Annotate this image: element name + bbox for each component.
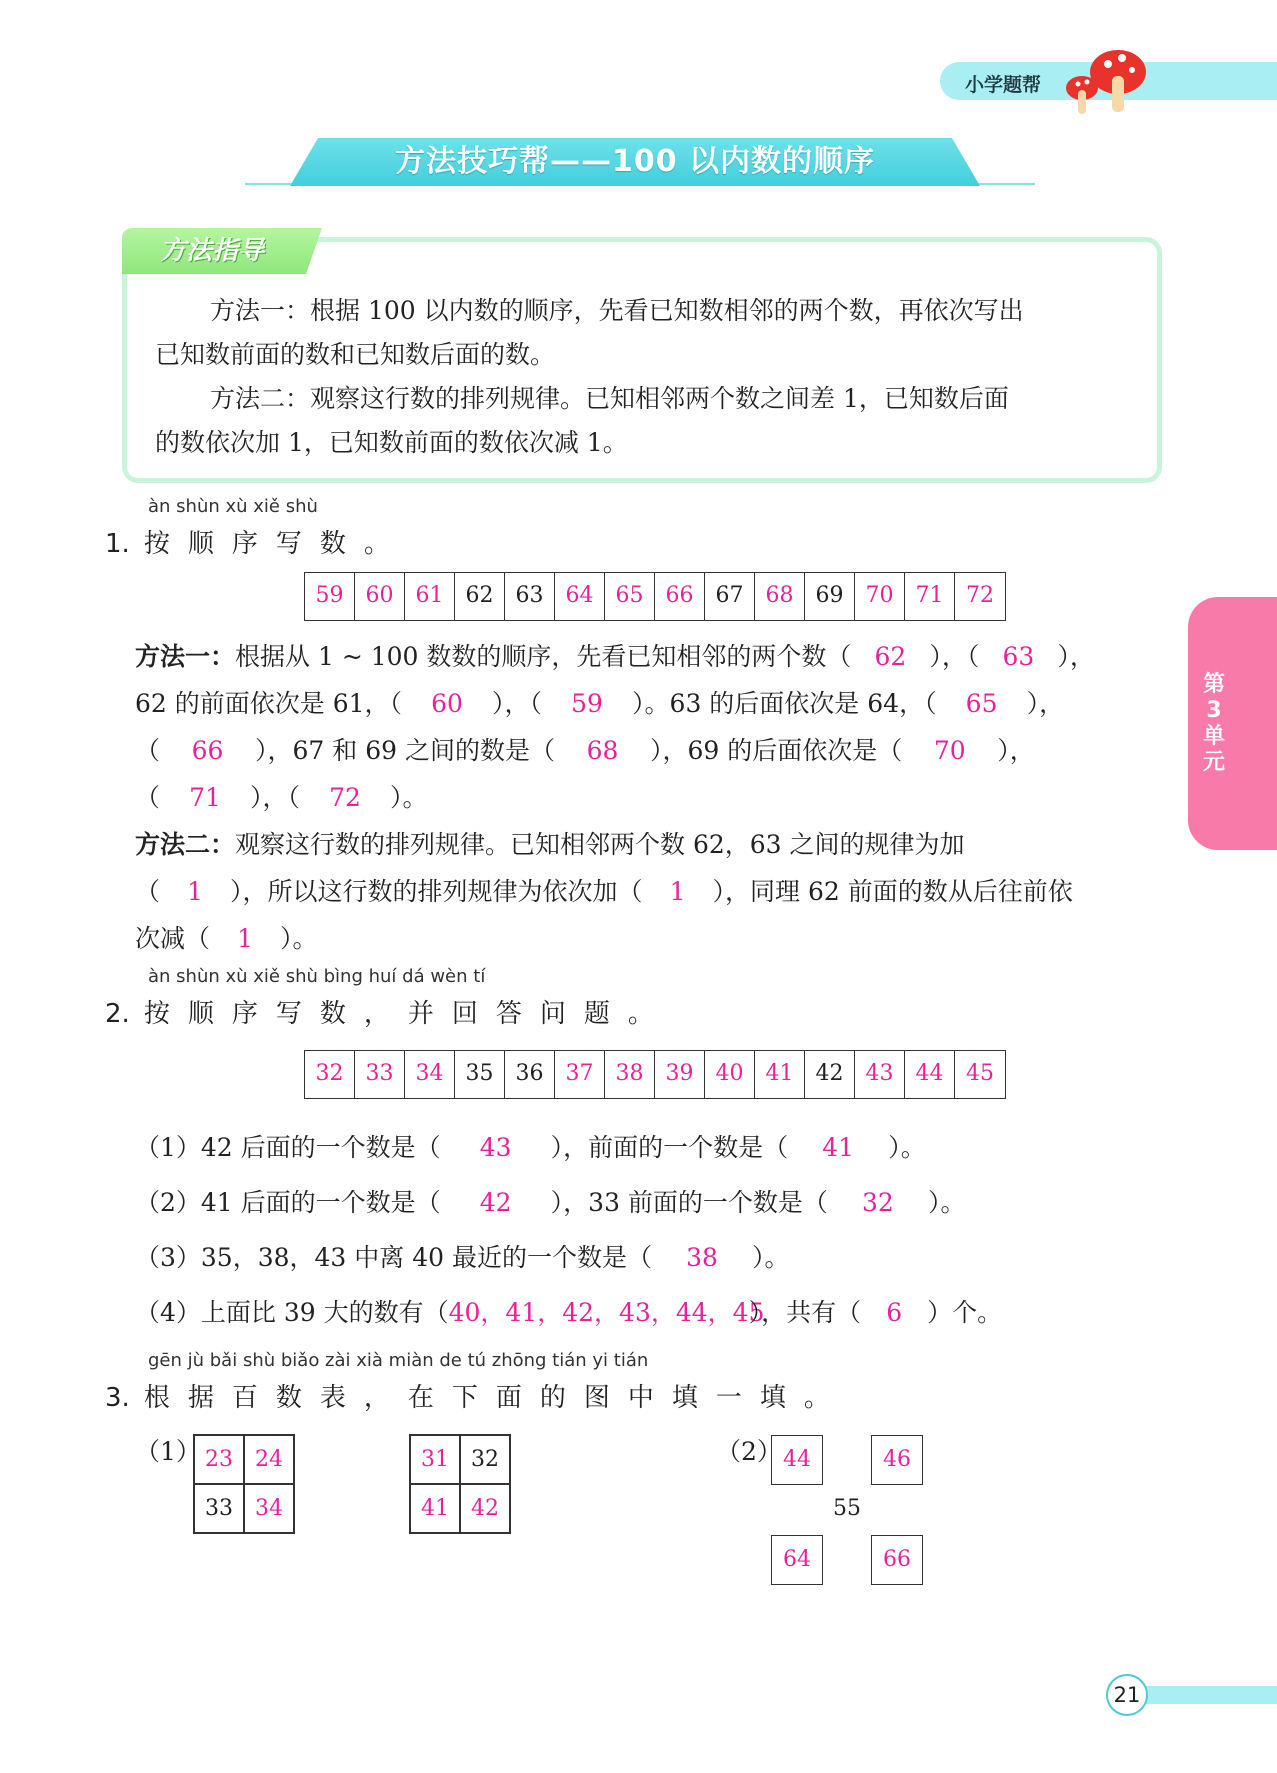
q2-number-cell: 41 (755, 1051, 805, 1098)
q1-text: ），（ (250, 783, 301, 812)
q2-text: ）。 (752, 1243, 790, 1272)
q1-answer: 68 (586, 736, 619, 765)
q2-text: ），共有（ (748, 1298, 862, 1327)
q1-number-cell: 71 (905, 573, 955, 620)
q1-method2-line3 (135, 919, 1170, 955)
q2-pinyin: àn shùn xù xiě shù bìng huí dá wèn tí (148, 966, 486, 987)
q1-answer: 62 (874, 642, 907, 671)
q1-text: ）。63 的后面依次是 64，（ (632, 689, 937, 718)
grid-cell: 34 (244, 1484, 294, 1533)
q1-method1-line3 (135, 731, 1170, 767)
q2-number: 2. (105, 999, 130, 1029)
q1-text: ）， (1057, 642, 1095, 671)
q1-answer: 59 (571, 689, 603, 718)
q2-text: ）。 (888, 1133, 926, 1162)
q3-title (105, 1377, 848, 1414)
unit-side-tab-text (1196, 672, 1232, 776)
q2-number-cell: 38 (605, 1051, 655, 1098)
q1-text: ）。 (280, 924, 318, 953)
mushroom-icon (1060, 40, 1150, 120)
q2-answer: 43 (479, 1133, 512, 1162)
q1-title (105, 523, 408, 560)
grid-cell: 41 (410, 1484, 460, 1533)
q1-method1-line2 (135, 684, 1170, 720)
q2-number-cell: 43 (855, 1051, 905, 1098)
q2-number-cell: 32 (305, 1051, 355, 1098)
cross-cell-bottom-left: 64 (771, 1535, 823, 1585)
q3-title-text: 根据百数表，在下面的图中填一填。 (143, 1383, 848, 1413)
q1-text: ），67 和 69 之间的数是（ (255, 736, 555, 765)
q1-text: 根据从 1 ~ 100 数数的顺序，先看已知相邻的两个数（ (235, 642, 852, 671)
q2-number-cell: 42 (805, 1051, 855, 1098)
q1-answer: 66 (191, 736, 224, 765)
q1-number-cell: 63 (505, 573, 555, 620)
cross-cell-bottom-right: 66 (871, 1535, 923, 1585)
q1-answer: 71 (189, 783, 221, 812)
q3-number: 3. (105, 1383, 130, 1413)
page-title: 方法技巧帮——100 以内数的顺序 (394, 144, 876, 179)
q1-number-cell: 70 (855, 573, 905, 620)
guide-method2-line1: 方法二：观察这行数的排列规律。已知相邻两个数之间差 1，已知数后面 (210, 384, 1009, 413)
q1-number: 1. (105, 529, 130, 559)
q3-part2-label: （2） (716, 1437, 782, 1466)
q1-text: ），同理 62 前面的数从后往前依 (712, 877, 1073, 906)
q2-answer: 32 (862, 1188, 894, 1217)
q1-number-cell: 62 (455, 573, 505, 620)
q3-part1-label: （1） (135, 1437, 201, 1466)
q1-method1-line4 (135, 778, 1170, 814)
q1-answer: 1 (237, 924, 253, 953)
q1-answer: 72 (329, 783, 361, 812)
guide-method1-line2: 已知数前面的数和已知数后面的数。 (155, 340, 556, 369)
q1-method2-line2 (135, 872, 1170, 908)
cross-cell-top-left: 44 (771, 1435, 823, 1485)
unit-char-4: 元 (1202, 750, 1225, 775)
q1-method1-label: 方法一： (135, 642, 236, 671)
q3-grid-2 (409, 1434, 511, 1534)
q3-pinyin: gēn jù bǎi shù biǎo zài xià miàn de tú zhōng tián yi tián (148, 1350, 649, 1371)
q1-number-cell: 59 (305, 573, 355, 620)
q1-pinyin: àn shùn xù xiě shù (148, 496, 318, 517)
q2-number-row (304, 1050, 1006, 1099)
q2-answer: 42 (479, 1188, 512, 1217)
q1-text: ），69 的后面依次是（ (649, 736, 903, 765)
q2-answer: 38 (686, 1243, 718, 1272)
q1-answer: 60 (431, 689, 463, 718)
q3-grid-1 (193, 1434, 295, 1534)
q2-text: （4）上面比 39 大的数有（ (135, 1298, 449, 1327)
q1-number-cell: 65 (605, 573, 655, 620)
q1-method2-line1 (135, 825, 1170, 861)
q2-number-cell: 44 (905, 1051, 955, 1098)
unit-char-1: 第 (1202, 672, 1225, 697)
q1-text: 62 的前面依次是 61，（ (135, 689, 403, 718)
q2-text: （2）41 后面的一个数是（ (135, 1188, 441, 1217)
q2-number-cell: 39 (655, 1051, 705, 1098)
method-guide-tag-text: 方法指导 (160, 236, 265, 266)
q1-text: ），（ (929, 642, 980, 671)
q1-text: ）， (997, 736, 1035, 765)
q2-text: （3）35，38，43 中离 40 最近的一个数是（ (135, 1243, 652, 1272)
q2-number-cell: 37 (555, 1051, 605, 1098)
q1-method1-line1 (135, 637, 1170, 673)
q1-text: （ (135, 783, 161, 812)
q1-answer: 65 (965, 689, 998, 718)
q1-number-cell: 66 (655, 573, 705, 620)
q1-number-cell: 61 (405, 573, 455, 620)
q1-text: ）。 (390, 783, 428, 812)
q2-sub3 (135, 1238, 1170, 1274)
q1-text: ）， (1026, 689, 1065, 718)
q1-number-cell: 68 (755, 573, 805, 620)
brand-label: 小学题帮 (965, 74, 1042, 96)
q2-text: （1）42 后面的一个数是（ (135, 1133, 441, 1162)
q2-title-text: 按顺序写数，并回答问题。 (143, 999, 672, 1029)
q2-answer: 40，41，42，43，44，45 (448, 1298, 765, 1327)
q1-answer: 63 (1002, 642, 1035, 671)
q1-number-row (304, 572, 1006, 621)
q1-number-cell: 64 (555, 573, 605, 620)
q1-text: ），（ (492, 689, 543, 718)
page-number-bar (1130, 1686, 1277, 1704)
grid-cell: 31 (410, 1435, 460, 1484)
q2-text: ）个。 (927, 1298, 1003, 1327)
q2-text: ）。 (927, 1188, 966, 1217)
q1-title-text: 按顺序写数。 (143, 529, 408, 559)
q1-text: ），所以这行数的排列规律为依次加（ (230, 877, 643, 906)
q1-text: （ (135, 736, 161, 765)
grid-cell: 24 (244, 1435, 294, 1484)
grid-cell: 33 (194, 1484, 244, 1533)
cross-cell-top-right: 46 (871, 1435, 923, 1485)
q1-number-cell: 60 (355, 573, 405, 620)
q1-answer: 70 (933, 736, 966, 765)
q1-text: 次减（ (135, 924, 211, 953)
q1-answer: 1 (187, 877, 203, 906)
q1-text: 观察这行数的排列规律。已知相邻两个数 62，63 之间的规律为加 (235, 830, 965, 859)
q2-number-cell: 33 (355, 1051, 405, 1098)
q2-number-cell: 35 (455, 1051, 505, 1098)
q2-title (105, 993, 672, 1030)
grid-cell: 42 (460, 1484, 510, 1533)
q2-number-cell: 36 (505, 1051, 555, 1098)
q2-text: ），前面的一个数是（ (550, 1133, 789, 1162)
q2-text: ），33 前面的一个数是（ (550, 1188, 828, 1217)
q1-answer: 1 (669, 877, 686, 906)
q2-number-cell: 40 (705, 1051, 755, 1098)
guide-method1-line1: 方法一：根据 100 以内数的顺序，先看已知数相邻的两个数，再依次写出 (210, 296, 1024, 325)
q1-number-cell: 67 (705, 573, 755, 620)
q2-number-cell: 45 (966, 1061, 994, 1086)
page-number: 21 (1106, 1674, 1148, 1716)
grid-cell: 32 (460, 1435, 510, 1484)
unit-char-2: 3 (1206, 698, 1222, 723)
q2-answer: 6 (886, 1298, 903, 1327)
q2-number-cell: 34 (405, 1051, 455, 1098)
cross-cell-center: 55 (833, 1496, 861, 1521)
q1-method2-label: 方法二： (135, 830, 236, 859)
q2-answer: 41 (822, 1133, 855, 1162)
q1-number-cell: 69 (805, 573, 855, 620)
q1-text: （ (135, 877, 161, 906)
q2-sub2 (135, 1183, 1170, 1219)
q1-number-cell: 72 (966, 583, 994, 608)
q2-sub1 (135, 1128, 1170, 1164)
guide-method2-line2: 的数依次加 1，已知数前面的数依次减 1。 (155, 428, 628, 457)
grid-cell: 23 (194, 1435, 244, 1484)
unit-char-3: 单 (1202, 724, 1225, 749)
q2-sub4 (135, 1293, 1170, 1329)
